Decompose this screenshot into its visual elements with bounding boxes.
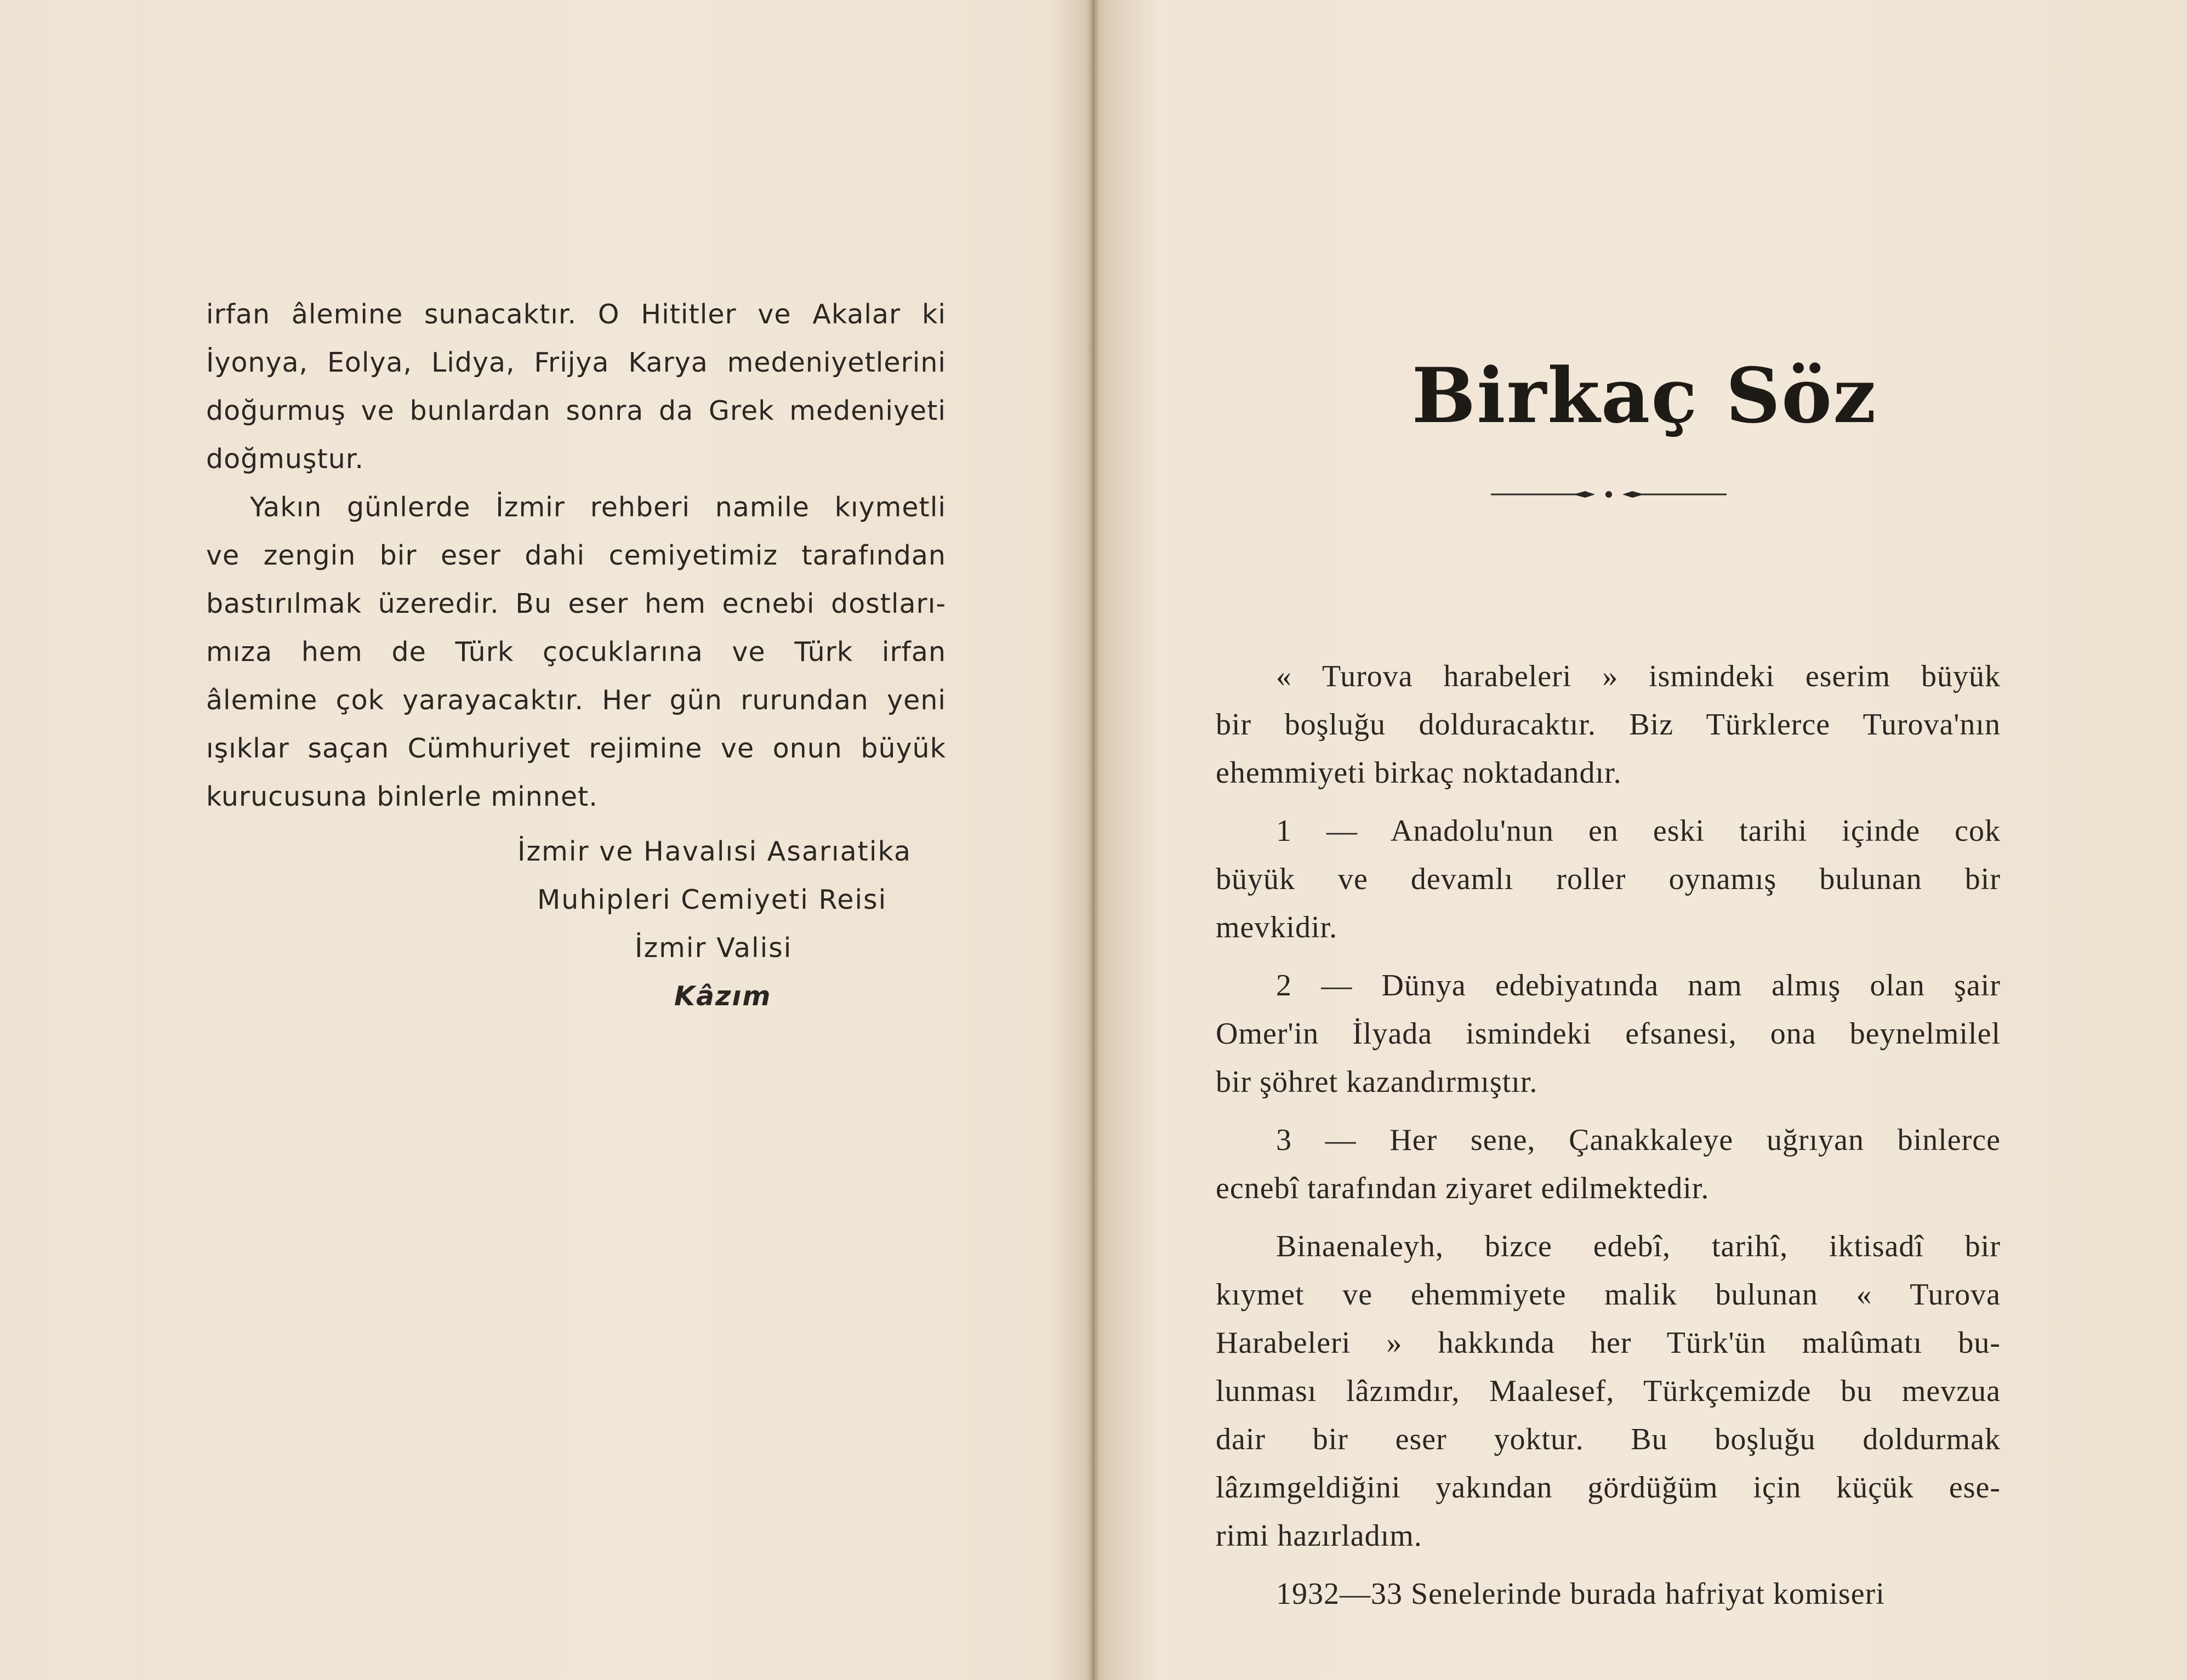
- text-line: mıza hem de Türk çocuklarına ve Türk irfan: [206, 636, 946, 668]
- text-line: ve zengin bir eser dahi cemiyetimiz tarafından: [206, 540, 946, 571]
- signature-line: Muhipleri Cemiyeti Reisi: [537, 884, 887, 915]
- text-line: Harabeleri » hakkında her Türk'ün malûmatı bu-: [1216, 1326, 2001, 1360]
- text-line: bastırılmak üzeredir. Bu eser hem ecnebi dostları-: [206, 588, 946, 619]
- text-line: rimi hazırladım.: [1216, 1519, 1422, 1553]
- right-page-text: [1216, 652, 2001, 1618]
- text-line: 1932—33 Senelerinde burada hafriyat komiseri: [1276, 1577, 1885, 1611]
- text-line: doğurmuş ve bunlardan sonra da Grek medeniyeti: [206, 395, 946, 426]
- text-line: 2 — Dünya edebiyatında nam almış olan şair: [1276, 969, 2001, 1003]
- text-line: ehemmiyeti birkaç noktadandır.: [1216, 756, 1622, 790]
- book-gutter: [1087, 0, 1100, 1680]
- text-line: « Turova harabeleri » ismindeki eserim büyük: [1276, 659, 2001, 693]
- signature-line: İzmir Valisi: [635, 932, 793, 964]
- text-line: Binaenaleyh, bizce edebî, tarihî, iktisadî bir: [1276, 1229, 2001, 1263]
- text-line: doğmuştur.: [206, 443, 364, 475]
- text-line: lunması lâzımdır, Maalesef, Türkçemizde bu mevzua: [1216, 1374, 2001, 1408]
- text-line: Yakın günlerde İzmir rehberi namile kıymetli: [250, 492, 946, 523]
- text-line: Omer'in İlyada ismindeki efsanesi, ona beynelmilel: [1216, 1017, 2001, 1051]
- signature-block: [493, 828, 987, 1021]
- ornament-divider-icon: [1491, 488, 1727, 501]
- text-line: mevkidir.: [1216, 910, 1338, 944]
- text-line: âlemine çok yarayacaktır. Her gün rurundan yeni: [206, 685, 946, 716]
- left-page-text: [206, 291, 946, 821]
- text-line: kurucusuna binlerle minnet.: [206, 781, 598, 812]
- text-line: İyonya, Eolya, Lidya, Frijya Karya medeniyetlerini: [206, 347, 946, 378]
- text-line: 1 — Anadolu'nun en eski tarihi içinde cok: [1276, 814, 2001, 848]
- text-line: irfan âlemine sunacaktır. O Hititler ve Akalar ki: [206, 299, 946, 330]
- text-line: bir boşluğu dolduracaktır. Biz Türklerce Turova'nın: [1216, 708, 2001, 742]
- text-line: ışıklar saçan Cümhuriyet rejimine ve onun büyük: [206, 733, 946, 764]
- page-title: Birkaç Söz: [1411, 351, 1877, 440]
- signature-line: İzmir ve Havalısi Asarıatika: [517, 836, 912, 867]
- text-line: lâzımgeldiğini yakından gördüğüm için küçük ese-: [1216, 1471, 2001, 1505]
- text-line: 3 — Her sene, Çanakkaleye uğrıyan binlerce: [1276, 1123, 2001, 1157]
- text-line: kıymet ve ehemmiyete malik bulunan « Turova: [1216, 1278, 2001, 1312]
- signature-name: Kâzım: [674, 981, 772, 1012]
- text-line: büyük ve devamlı roller oynamış bulunan bir: [1216, 862, 2001, 896]
- text-line: ecnebî tarafından ziyaret edilmektedir.: [1216, 1171, 1710, 1205]
- text-line: dair bir eser yoktur. Bu boşluğu doldurmak: [1216, 1422, 2001, 1456]
- text-line: bir şöhret kazandırmıştır.: [1216, 1065, 1538, 1099]
